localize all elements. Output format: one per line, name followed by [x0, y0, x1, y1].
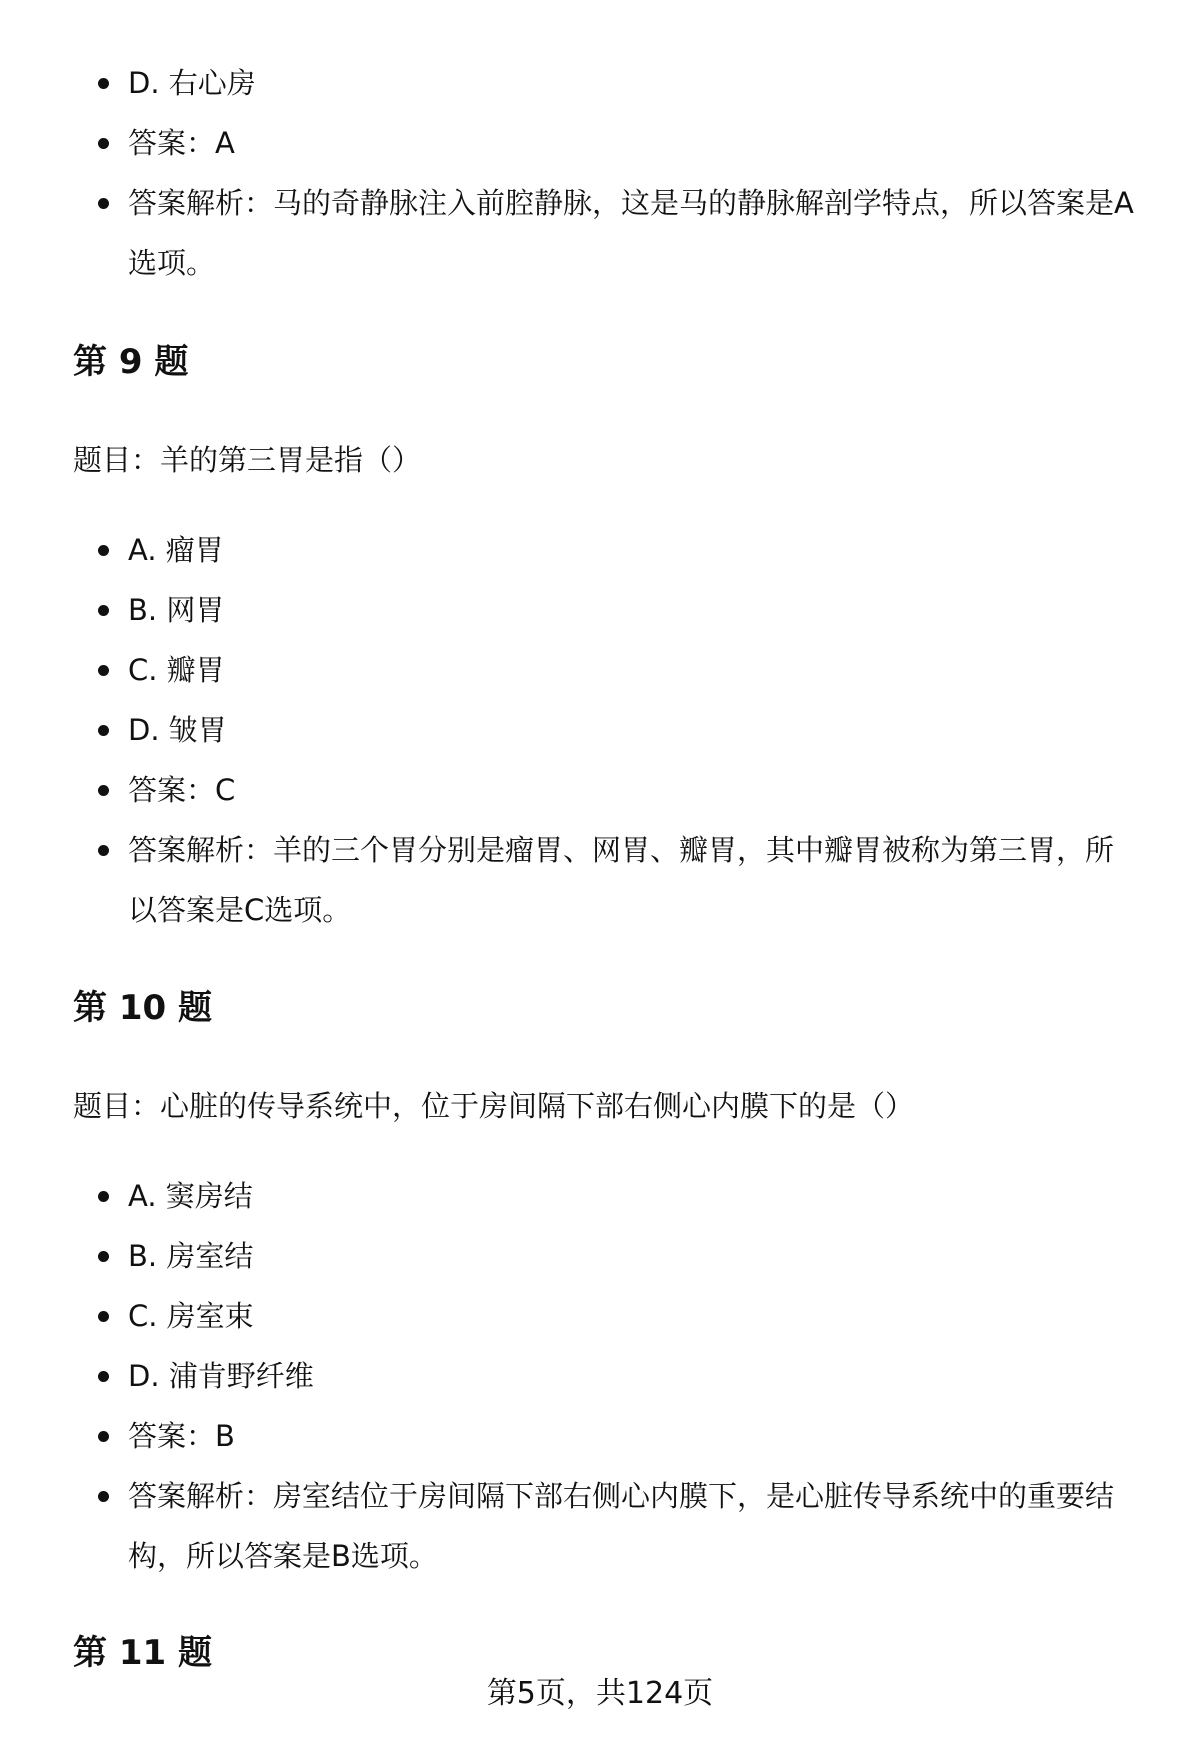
answer-line: 答案：A [128, 113, 1138, 173]
answer-line: 答案：B [128, 1406, 1138, 1466]
option-d: D. 浦肯野纤维 [128, 1346, 1138, 1406]
explanation-line: 答案解析：马的奇静脉注入前腔静脉，这是马的静脉解剖学特点，所以答案是A选项。 [128, 173, 1138, 293]
page-indicator: 第5页，共124页 [486, 1676, 714, 1711]
question-9-text: 题目：羊的第三胃是指（） [73, 443, 422, 477]
option-d: D. 右心房 [128, 53, 1138, 113]
question-11-heading: 第 11 题 [73, 1633, 212, 1673]
answer-line: 答案：C [128, 760, 1138, 820]
option-a: A. 瘤胃 [128, 520, 1138, 580]
option-b: B. 房室结 [128, 1226, 1138, 1286]
question-9-heading: 第 9 题 [73, 342, 189, 382]
explanation-line: 答案解析：羊的三个胃分别是瘤胃、网胃、瓣胃，其中瓣胃被称为第三胃，所以答案是C选项。 [128, 820, 1138, 940]
question-10-text: 题目：心脏的传导系统中，位于房间隔下部右侧心内膜下的是（） [73, 1089, 915, 1123]
option-a: A. 窦房结 [128, 1166, 1138, 1226]
option-c: C. 房室束 [128, 1286, 1138, 1346]
option-b: B. 网胃 [128, 580, 1138, 640]
option-c: C. 瓣胃 [128, 640, 1138, 700]
option-d: D. 皱胃 [128, 700, 1138, 760]
question-10-heading: 第 10 题 [73, 988, 212, 1028]
explanation-line: 答案解析：房室结位于房间隔下部右侧心内膜下，是心脏传导系统中的重要结构，所以答案是B选项。 [128, 1466, 1138, 1586]
